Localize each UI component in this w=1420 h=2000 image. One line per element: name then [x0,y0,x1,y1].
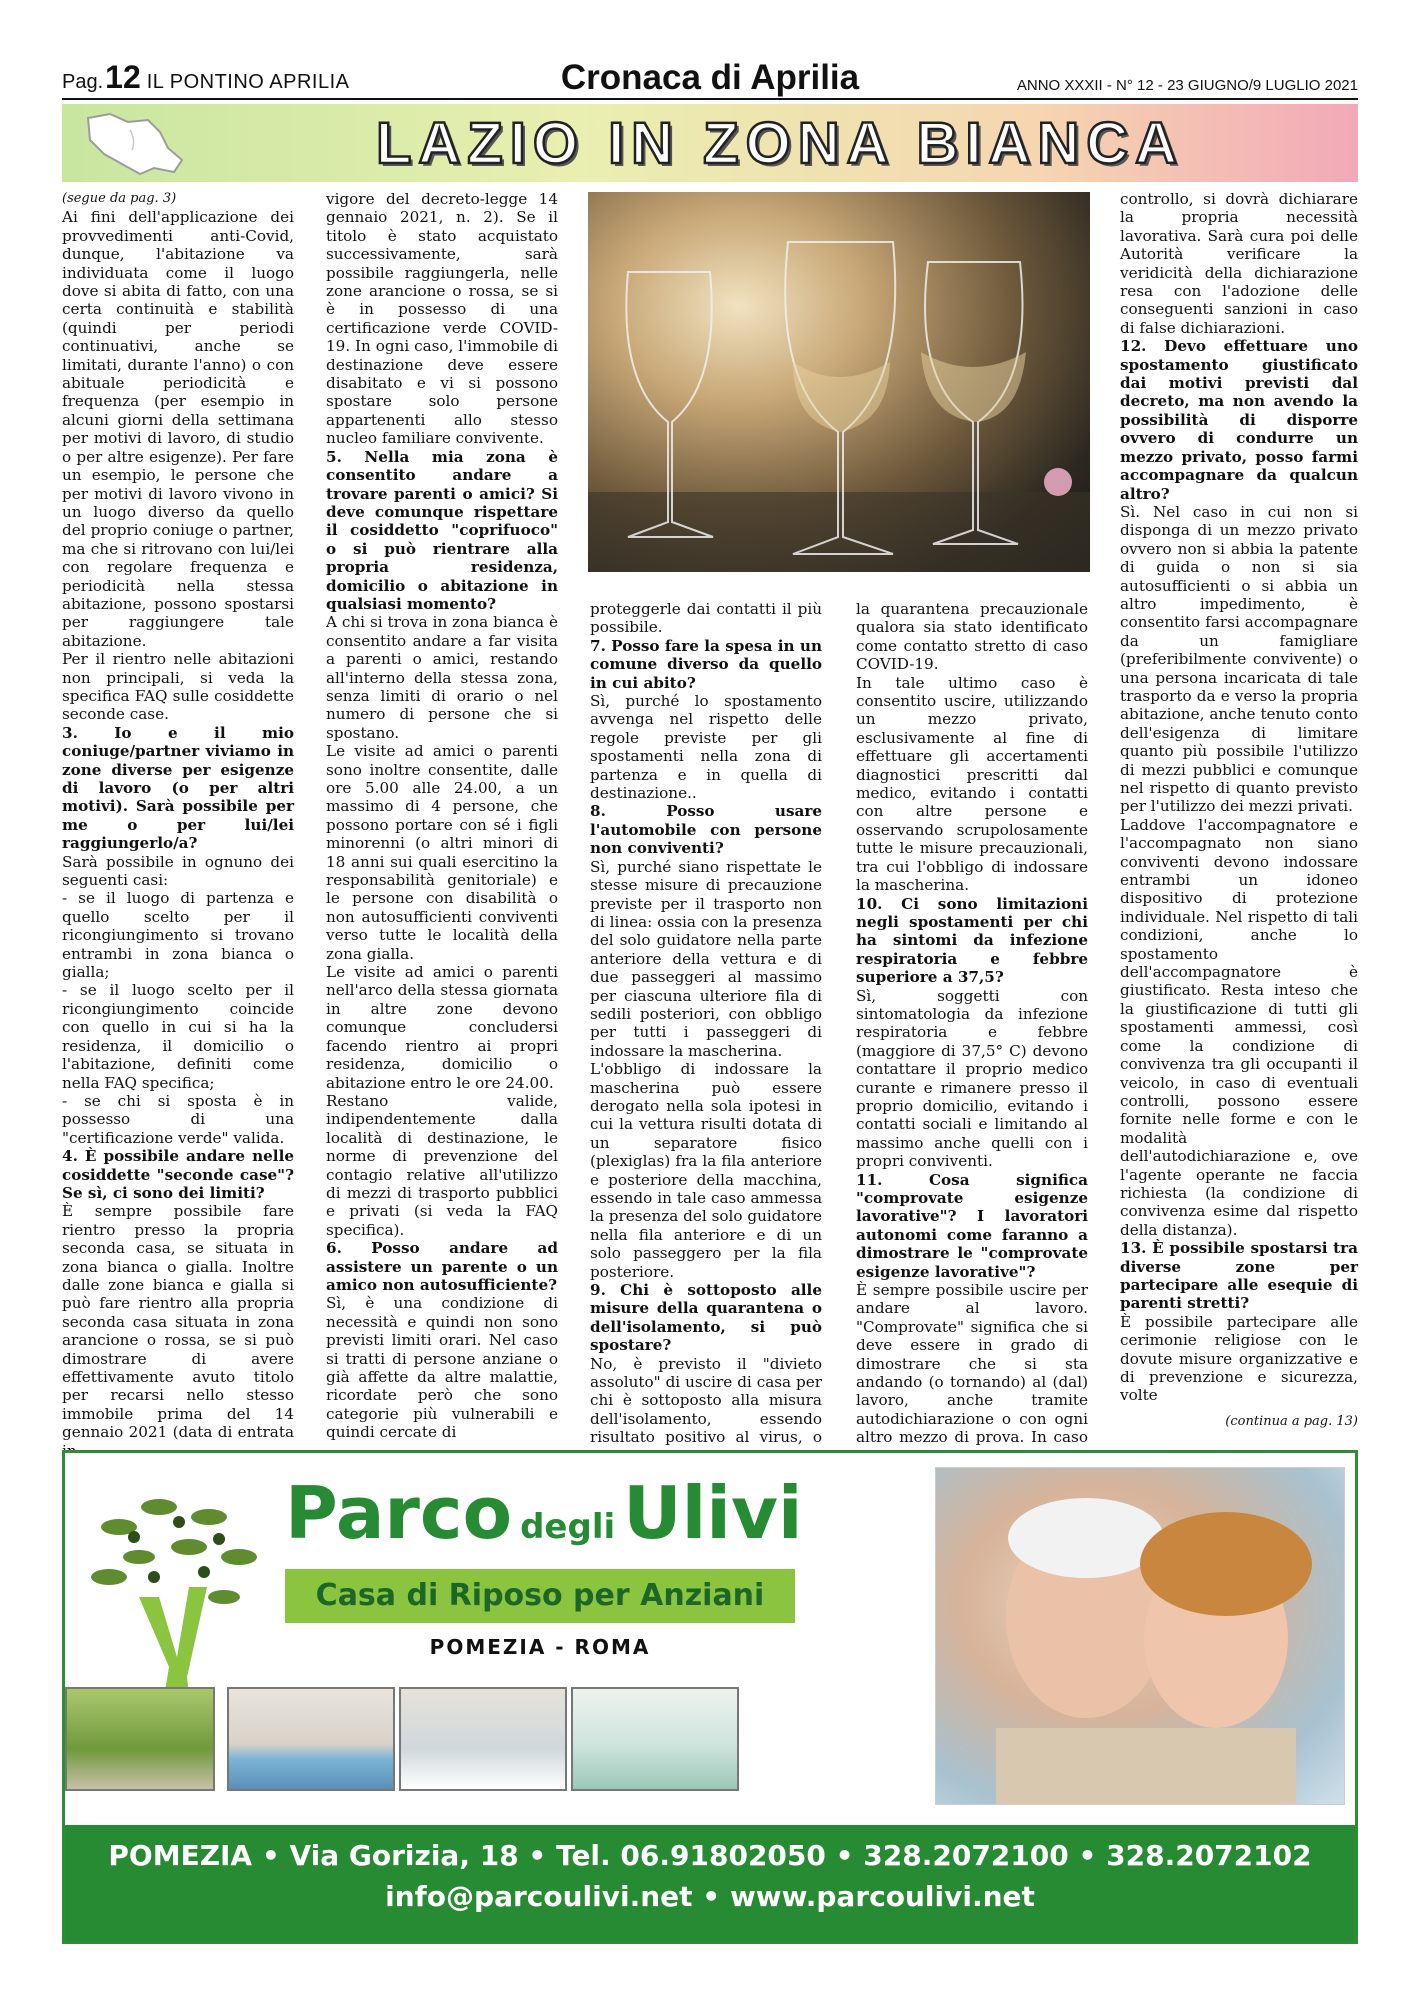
bathroom-photo [399,1687,567,1791]
article-paragraph: proteggerle dai contatti il più possibile. [590,600,822,637]
bedroom-photo [227,1687,395,1791]
section-title: Cronaca di Aprilia [560,58,860,97]
faq-question: 10. Ci sono limitazioni negli spostamenti per chi ha sintomi da infezione respiratoria e febbre superiore a 37,5? [856,894,1088,987]
article-paragraph: - se chi si sposta è in possesso di una "certificazione verde" valida. [62,1091,294,1147]
ad-spacer [241,1593,295,1685]
ad-brand-name [285,1471,803,1555]
issue-info: ANNO XXXII - N° 12 - 23 GIUGNO/9 LUGLIO 2021 [1016,77,1358,94]
ad-subtitle: Casa di Riposo per Anziani [285,1569,795,1623]
article-paragraph: Sì, purché siano rispettate le stesse misure di precauzione previste per il trasporto non di linea: ossia con la presenza del solo guidatore nella parte anteriore della vettura e di due passeggeri al massimo per ciascuna ulteriore fila di sedili posteriori, con obbligo per tutti i passeggeri di indossare la mascherina. [590,857,822,1060]
article-paragraph: controllo, si dovrà dichiarare la propria necessità lavorativa. Sarà cura poi delle Autorità verificare la veridicità della dichiarazione resa con l'adozione delle conseguenti sanzioni in caso di false dichiarazioni. [1120,190,1358,337]
article-paragraph: A chi si trova in zona bianca è consentito andare a far visita a parenti o amici, restando all'interno della stessa zona, senza limiti di orario o nel numero di persone che si spostano. [326,613,558,742]
faq-question: 4. È possibile andare nelle cosiddette "seconde case"? Se sì, ci sono dei limiti? [62,1147,294,1202]
article-paragraph: Sì, soggetti con sintomatologia da infezione respiratoria e febbre (maggiore di 37,5° C) devono contattare il proprio medico curante e rimanere presso il proprio domicilio, evitando i contatti sociali e limitando al massimo anche quelli con i propri conviventi. [856,986,1088,1171]
article-paragraph: (segue da pag. 3) [62,191,177,206]
ad-contact-bar [65,1825,1355,1941]
article-paragraph: È possibile partecipare alle cerimonie religiose con le dovute misure organizzative e di prevenzione e sicurezza, volte [1120,1312,1358,1405]
publication-name: IL PONTINO APRILIA [146,71,350,93]
faq-question: 8. Posso usare l'automobile con persone non conviventi? [590,802,822,858]
faq-question: 6. Posso andare ad assistere un parente o un amico non autosufficiente? [326,1239,558,1294]
article-column-4 [856,600,1088,1465]
article-paragraph: L'obbligo di indossare la mascherina può essere derogato nella sola ipotesi in cui la vettura risulti dotata di un separatore fisico (plexiglas) fra la fila anteriore e posteriore della macchina, essendo in tale caso ammessa la presenza del solo guidatore nella fila anteriore e di un solo passeggero per la fila posteriore. [590,1060,822,1281]
article-paragraph: Sarà possibile in ognuno dei seguenti casi: [62,852,294,890]
faq-question: 9. Chi è sottoposto alle misure della quarantena o dell'isolamento, si può spostare? [590,1281,822,1355]
article-paragraph: In tale ultimo caso è consentito uscire, utilizzando un mezzo privato, esclusivamente al fine di effettuare gli accertamenti diagnostici prescritti dal medico, evitando i contatti con altre persone e osservando scrupolosamente tutte le misure precauzionali, tra cui l'obbligo di indossare la mascherina. [856,673,1088,895]
article-paragraph: vigore del decreto-legge 14 gennaio 2021, n. 2). Se il titolo è stato acquistato successivamente, sarà possibile raggiungerla, nelle zone arancione o rossa, se si è in possesso di una certificazione verde COVID-19. In ogni caso, l'immobile di destinazione deve essere disabitato e vi si possono spostare solo persone appartenenti allo stesso nucleo familiare convivente. [326,190,558,448]
article-paragraph: No, è previsto il "divieto assoluto" di uscire di casa per chi è sottoposto alla misura dell'isolamento, essendo risultato positivo al virus, o [590,1354,822,1447]
advertisement-parco-ulivi [62,1450,1358,1944]
faq-question: 12. Devo effettuare uno spostamento giustificato dai motivi previsti dal decreto, ma non avendo la possibilità di disporre ovvero di condurre un mezzo privato, posso farmi accompagnare da qualcun altro? [1120,337,1358,503]
garden-photo [65,1687,215,1791]
article-paragraph: - se il luogo di partenza e quello scelto per il ricongiungimento si trovano entrambi in zona bianca o gialla; [62,889,294,982]
article-column-5 [1120,190,1358,1405]
article-paragraph: Le visite ad amici o parenti sono inoltre consentite, dalle ore 5.00 alle 24.00, a un massimo di 4 persone, che possono portare con sé i figli minorenni (o altri minori di 18 anni sui quali esercitino la responsabilità genitoriale) e le persone con disabilità o non autosufficienti conviventi verso tutte le località della zona gialla. [326,742,558,963]
ad-address-line: POMEZIA • Via Gorizia, 18 • Tel. 06.91802050 • 328.2072100 • 328.2072102 [108,1839,1312,1872]
page-header [62,58,1358,100]
headline-banner [62,104,1358,182]
dining-room-photo [571,1687,739,1791]
article-column-1 [62,190,294,1460]
article-paragraph: Ai fini dell'applicazione dei provvedimenti anti-Covid, dunque, l'abitazione va individuata come il luogo dove si abita di fatto, con una certa continuità e stabilità (quindi per periodi continuativi, anche se limitati, durante l'anno) o con abituale periodicità e frequenza (per esempio in alcuni giorni della settimana per motivi di lavoro, di studio o per altre esigenze). Per fare un esempio, le persone che per motivi di lavoro vivono in un luogo diverso da quello del proprio coniuge o partner, ma che si ritrovano con lui/lei con regolare frequenza e periodicità nella stessa abitazione, possono spostarsi per raggiungere tale abitazione. [62,208,294,650]
faq-question: 11. Cosa significa "comprovate esigenze lavorative"? I lavoratori autonomi come faranno a dimostrare le "comprovate esigenze lavorative"? [856,1170,1088,1281]
article-paragraph: Laddove l'accompagnatore e l'accompagnato non siano conviventi devono indossare entrambi un idoneo dispositivo di protezione individuale. Nel rispetto di tali condizioni, anche lo spostamento dell'accompagnatore è giustificato. Resta inteso che la giustificazione di tutti gli spostamenti ammessi, così come la condizione di convivenza tra gli occupanti il veicolo, in caso di eventuali controlli, possono essere fornite nelle forme e con le modalità dell'autodichiarazione e, ove l'agente operante ne faccia richiesta (la condizione di convivenza esime dal rispetto della distanza). [1120,815,1358,1239]
article-paragraph: - se il luogo scelto per il ricongiungimento coincide con quello in cui si ha la residenza, il domicilio o l'abitazione, definiti come nella FAQ specifica; [62,981,294,1092]
ad-brand-part-3: Ulivi [623,1471,803,1555]
article-paragraph: Sì, è una condizione di necessità e quindi non sono previsti limiti orari. Nel caso si tratti di persone anziane o già affette da altre malattie, ricordate però che sono categorie più vulnerabili e quindi cercate di [326,1294,558,1442]
article-paragraph: Le visite ad amici o parenti nell'arco della stessa giornata in altre zone devono comunque concludersi facendo rientro ai propri residenza, domicilio o abitazione entro le ore 24.00. [326,963,558,1092]
ad-city: POMEZIA - ROMA [429,1635,651,1659]
page-number: 12 [105,59,141,95]
article-paragraph: Sì. Nel caso in cui non si disponga di un mezzo privato ovvero non si abbia la patente di guida o non si sia autosufficienti o si abbia un altro impedimento, è consentito farsi accompagnare da un famigliare (preferibilmente convivente) o una persona incaricata di tale trasporto da e verso la propria abitazione, anche tenuto conto dell'esigenza di limitare quanto più possibile l'utilizzo di mezzi pubblici e comunque nel rispetto di quanto previsto per l'utilizzo dei mezzi privati. [1120,502,1358,816]
article-paragraph: È sempre possibile uscire per andare al lavoro. "Comprovate" significa che si deve essere in grado di dimostrare che si sta andando (o tornando) al (dal) lavoro, anche tramite autodichiarazione o con ogni altro mezzo di prova. In caso [856,1281,1088,1447]
article-paragraph: la quarantena precauzionale qualora sia stato identificato come contatto stretto di caso COVID-19. [856,600,1088,674]
headline-title: LAZIO IN ZONA BIANCA [375,111,1185,176]
article-paragraph: Restano valide, indipendentemente dalla località di destinazione, le norme di prevenzione del contagio relative all'utilizzo di mezzi di trasporto pubblici e privati (si veda la FAQ specifica). [326,1091,558,1239]
pag-label: Pag. [62,71,104,93]
faq-question: 13. È possibile spostarsi tra diverse zone per partecipare alle esequie di parenti stretti? [1120,1239,1358,1313]
faq-question: 3. Io e il mio coniuge/partner viviamo in zone diverse per esigenze di lavoro (o per altri motivi). Sarà possibile per me o per lui/lei raggiungerlo/a? [62,723,294,853]
article-column-2 [326,190,558,1442]
wine-glasses-photo [588,192,1090,572]
article-paragraph: È sempre possibile fare rientro presso la propria seconda casa, se situata in zona bianca o gialla. Inoltre dalle zone bianca e gialla si può fare rientro alla propria seconda casa situata in zona arancione o rossa, se si può dimostrare di avere effettivamente avuto titolo per recarsi nello stesso immobile prima del 14 gennaio 2021 (data di entrata [62,1202,294,1442]
continued-note: (continua a pag. 13) [1225,1414,1358,1429]
elderly-couple-photo [935,1467,1345,1805]
article-paragraph: Sì, purché lo spostamento avvenga nel rispetto delle regole previste per gli spostamenti nella zona di partenza e in quella di destinazione.. [590,692,822,803]
ad-brand-part-1: Parco [285,1471,513,1555]
faq-question: 7. Posso fare la spesa in un comune diverso da quello in cui abito? [590,636,822,692]
lazio-map-icon [70,110,190,178]
faq-question: 5. Nella mia zona è consentito andare a trovare parenti o amici? Si deve comunque rispettare il cosiddetto "coprifuoco" o si può rientrare alla propria residenza, domicilio o abitazione in qualsiasi momento? [326,447,558,613]
ad-brand-part-2: degli [520,1507,616,1547]
article-column-3 [590,600,822,1465]
article-paragraph: Per il rientro nelle abitazioni non principali, si veda la specifica FAQ sulle cosiddette seconde case. [62,650,294,724]
ad-web-line: info@parcoulivi.net • www.parcoulivi.net [385,1880,1035,1913]
